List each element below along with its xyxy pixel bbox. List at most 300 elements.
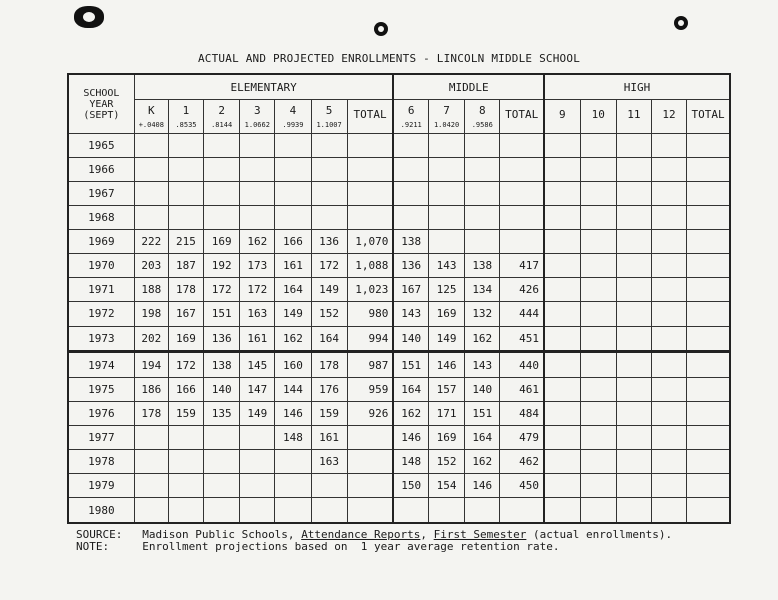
value-cell: 164 bbox=[393, 378, 428, 402]
value-cell: 138 bbox=[204, 352, 240, 378]
value-cell bbox=[544, 278, 580, 302]
table-row bbox=[68, 302, 730, 326]
table-row bbox=[68, 352, 730, 378]
value-cell: 159 bbox=[168, 402, 203, 426]
source-separator: , bbox=[420, 528, 434, 541]
grade-header-cell bbox=[240, 100, 275, 134]
value-cell bbox=[616, 278, 651, 302]
value-cell bbox=[465, 134, 500, 158]
value-cell bbox=[204, 182, 240, 206]
value-cell: 146 bbox=[465, 474, 500, 498]
group-high: HIGH bbox=[544, 74, 730, 100]
value-cell: 151 bbox=[393, 352, 428, 378]
punch-hole-middle bbox=[374, 22, 388, 36]
value-cell bbox=[544, 254, 580, 278]
value-cell bbox=[580, 182, 616, 206]
grade-label: 8 bbox=[478, 104, 486, 117]
value-cell bbox=[651, 230, 686, 254]
value-cell: 172 bbox=[240, 278, 275, 302]
note-label: NOTE: bbox=[76, 540, 110, 553]
note-text: Enrollment projections based on 1 year average retention rate. bbox=[142, 540, 560, 553]
grade-label: 5 bbox=[325, 104, 333, 117]
value-cell bbox=[544, 182, 580, 206]
value-cell bbox=[465, 158, 500, 182]
grade-label: 1 bbox=[182, 104, 190, 117]
value-cell bbox=[616, 134, 651, 158]
value-cell: 143 bbox=[393, 302, 428, 326]
value-cell: 157 bbox=[429, 378, 465, 402]
value-cell bbox=[616, 302, 651, 326]
value-cell: 136 bbox=[311, 230, 347, 254]
retention-rate: +.0408 bbox=[138, 121, 164, 129]
table-row bbox=[68, 254, 730, 278]
grade-label: K bbox=[148, 104, 155, 117]
value-cell bbox=[240, 450, 275, 474]
year-cell: 1977 bbox=[68, 426, 134, 450]
value-cell bbox=[240, 182, 275, 206]
retention-rate: .8535 bbox=[175, 121, 197, 129]
value-cell bbox=[687, 134, 730, 158]
value-cell bbox=[347, 498, 393, 523]
value-cell: 161 bbox=[275, 254, 311, 278]
value-cell bbox=[134, 158, 168, 182]
value-cell: 479 bbox=[500, 426, 544, 450]
punch-hole-right bbox=[674, 16, 688, 30]
value-cell bbox=[465, 182, 500, 206]
value-cell bbox=[651, 302, 686, 326]
value-cell bbox=[429, 206, 465, 230]
value-cell bbox=[616, 378, 651, 402]
grade-label: 10 bbox=[591, 108, 605, 121]
value-cell bbox=[168, 426, 203, 450]
value-cell: 161 bbox=[311, 426, 347, 450]
value-cell: 186 bbox=[134, 378, 168, 402]
value-cell: 143 bbox=[465, 352, 500, 378]
value-cell bbox=[687, 254, 730, 278]
year-cell: 1969 bbox=[68, 230, 134, 254]
grade-label: 3 bbox=[253, 104, 261, 117]
value-cell: 994 bbox=[347, 326, 393, 352]
value-cell bbox=[544, 206, 580, 230]
source-semester: First Semester bbox=[433, 528, 527, 541]
value-cell: 926 bbox=[347, 402, 393, 426]
value-cell bbox=[275, 182, 311, 206]
value-cell bbox=[500, 206, 544, 230]
value-cell: 148 bbox=[393, 450, 428, 474]
value-cell: 172 bbox=[204, 278, 240, 302]
value-cell: 140 bbox=[204, 378, 240, 402]
value-cell: 164 bbox=[311, 326, 347, 352]
source-label: SOURCE: bbox=[76, 528, 123, 541]
value-cell bbox=[429, 230, 465, 254]
value-cell bbox=[134, 450, 168, 474]
value-cell: 215 bbox=[168, 230, 203, 254]
value-cell bbox=[204, 206, 240, 230]
value-cell bbox=[687, 378, 730, 402]
value-cell: 149 bbox=[275, 302, 311, 326]
value-cell bbox=[275, 134, 311, 158]
value-cell: 169 bbox=[429, 302, 465, 326]
value-cell bbox=[347, 450, 393, 474]
value-cell: 151 bbox=[204, 302, 240, 326]
value-cell bbox=[168, 182, 203, 206]
value-cell bbox=[465, 498, 500, 523]
value-cell: 138 bbox=[465, 254, 500, 278]
grade-label: 4 bbox=[289, 104, 297, 117]
grade-header-cell bbox=[544, 100, 580, 134]
value-cell bbox=[544, 426, 580, 450]
value-cell bbox=[616, 206, 651, 230]
value-cell bbox=[651, 158, 686, 182]
value-cell bbox=[134, 182, 168, 206]
value-cell: 959 bbox=[347, 378, 393, 402]
value-cell bbox=[687, 206, 730, 230]
value-cell bbox=[275, 474, 311, 498]
value-cell: 1,088 bbox=[347, 254, 393, 278]
value-cell: 134 bbox=[465, 278, 500, 302]
year-cell: 1979 bbox=[68, 474, 134, 498]
value-cell bbox=[580, 378, 616, 402]
value-cell: 188 bbox=[134, 278, 168, 302]
value-cell bbox=[651, 402, 686, 426]
value-cell bbox=[580, 426, 616, 450]
value-cell bbox=[687, 498, 730, 523]
table-row bbox=[68, 278, 730, 302]
value-cell: 145 bbox=[240, 352, 275, 378]
value-cell: 144 bbox=[275, 378, 311, 402]
value-cell bbox=[465, 230, 500, 254]
year-cell: 1972 bbox=[68, 302, 134, 326]
value-cell bbox=[275, 498, 311, 523]
value-cell bbox=[393, 206, 428, 230]
year-cell: 1968 bbox=[68, 206, 134, 230]
value-cell: 152 bbox=[429, 450, 465, 474]
value-cell: 162 bbox=[240, 230, 275, 254]
value-cell bbox=[500, 182, 544, 206]
value-cell bbox=[240, 158, 275, 182]
value-cell bbox=[651, 326, 686, 352]
value-cell bbox=[687, 278, 730, 302]
table-body bbox=[68, 134, 730, 524]
value-cell bbox=[544, 230, 580, 254]
value-cell bbox=[616, 254, 651, 278]
value-cell bbox=[651, 254, 686, 278]
value-cell bbox=[347, 474, 393, 498]
table-row bbox=[68, 498, 730, 523]
value-cell: 149 bbox=[311, 278, 347, 302]
value-cell: 444 bbox=[500, 302, 544, 326]
grade-header-cell bbox=[651, 100, 686, 134]
grade-header-cell bbox=[500, 100, 544, 134]
value-cell bbox=[168, 158, 203, 182]
source-document: Attendance Reports bbox=[301, 528, 421, 541]
value-cell bbox=[687, 352, 730, 378]
value-cell: 150 bbox=[393, 474, 428, 498]
value-cell: 146 bbox=[429, 352, 465, 378]
group-header-row bbox=[68, 74, 730, 100]
year-cell: 1978 bbox=[68, 450, 134, 474]
value-cell: 154 bbox=[429, 474, 465, 498]
value-cell: 987 bbox=[347, 352, 393, 378]
value-cell: 152 bbox=[311, 302, 347, 326]
value-cell bbox=[651, 182, 686, 206]
value-cell bbox=[580, 230, 616, 254]
value-cell: 159 bbox=[311, 402, 347, 426]
value-cell: 169 bbox=[168, 326, 203, 352]
value-cell: 202 bbox=[134, 326, 168, 352]
value-cell bbox=[651, 498, 686, 523]
year-cell: 1975 bbox=[68, 378, 134, 402]
value-cell: 172 bbox=[168, 352, 203, 378]
grade-header-cell bbox=[429, 100, 465, 134]
value-cell bbox=[687, 450, 730, 474]
value-cell bbox=[616, 230, 651, 254]
enrollment-table bbox=[67, 73, 731, 524]
value-cell: 417 bbox=[500, 254, 544, 278]
retention-rate: 1.0662 bbox=[244, 121, 270, 129]
year-cell: 1971 bbox=[68, 278, 134, 302]
value-cell bbox=[544, 134, 580, 158]
value-cell bbox=[687, 474, 730, 498]
grade-label: 9 bbox=[559, 108, 566, 121]
value-cell: 162 bbox=[393, 402, 428, 426]
value-cell bbox=[651, 352, 686, 378]
value-cell: 1,070 bbox=[347, 230, 393, 254]
value-cell bbox=[168, 474, 203, 498]
retention-rate: .9939 bbox=[282, 121, 304, 129]
year-cell: 1967 bbox=[68, 182, 134, 206]
year-cell: 1965 bbox=[68, 134, 134, 158]
value-cell bbox=[347, 134, 393, 158]
table-row bbox=[68, 426, 730, 450]
value-cell bbox=[429, 134, 465, 158]
value-cell bbox=[580, 254, 616, 278]
value-cell bbox=[544, 326, 580, 352]
value-cell bbox=[275, 450, 311, 474]
value-cell bbox=[687, 302, 730, 326]
grade-header-cell bbox=[393, 100, 428, 134]
value-cell bbox=[544, 352, 580, 378]
value-cell: 162 bbox=[275, 326, 311, 352]
value-cell: 163 bbox=[240, 302, 275, 326]
value-cell: 462 bbox=[500, 450, 544, 474]
value-cell: 164 bbox=[465, 426, 500, 450]
retention-rate: 1.0420 bbox=[433, 121, 460, 129]
grade-label: TOTAL bbox=[691, 108, 725, 121]
value-cell bbox=[168, 498, 203, 523]
grade-label: 11 bbox=[627, 108, 641, 121]
value-cell bbox=[347, 158, 393, 182]
value-cell bbox=[134, 474, 168, 498]
value-cell: 136 bbox=[393, 254, 428, 278]
group-middle: MIDDLE bbox=[393, 74, 544, 100]
value-cell bbox=[168, 206, 203, 230]
value-cell bbox=[651, 206, 686, 230]
table-row bbox=[68, 134, 730, 158]
value-cell: 167 bbox=[393, 278, 428, 302]
value-cell bbox=[580, 206, 616, 230]
value-cell bbox=[687, 326, 730, 352]
value-cell: 169 bbox=[429, 426, 465, 450]
grade-header-cell bbox=[616, 100, 651, 134]
table-row bbox=[68, 474, 730, 498]
value-cell bbox=[651, 474, 686, 498]
value-cell bbox=[580, 134, 616, 158]
value-cell bbox=[311, 158, 347, 182]
value-cell bbox=[275, 158, 311, 182]
value-cell bbox=[580, 278, 616, 302]
value-cell: 980 bbox=[347, 302, 393, 326]
value-cell: 163 bbox=[311, 450, 347, 474]
grade-label: 12 bbox=[662, 108, 676, 121]
value-cell: 450 bbox=[500, 474, 544, 498]
grade-header-cell bbox=[580, 100, 616, 134]
value-cell bbox=[651, 450, 686, 474]
footer bbox=[76, 529, 672, 553]
table-row bbox=[68, 158, 730, 182]
value-cell bbox=[204, 426, 240, 450]
value-cell bbox=[275, 206, 311, 230]
value-cell: 194 bbox=[134, 352, 168, 378]
value-cell: 146 bbox=[275, 402, 311, 426]
grade-label: 7 bbox=[443, 104, 450, 117]
value-cell bbox=[544, 402, 580, 426]
value-cell bbox=[687, 158, 730, 182]
value-cell bbox=[204, 474, 240, 498]
value-cell: 151 bbox=[465, 402, 500, 426]
retention-rate: .9211 bbox=[400, 121, 422, 129]
value-cell: 147 bbox=[240, 378, 275, 402]
year-cell: 1966 bbox=[68, 158, 134, 182]
value-cell: 149 bbox=[240, 402, 275, 426]
value-cell bbox=[240, 426, 275, 450]
value-cell bbox=[580, 498, 616, 523]
table-row bbox=[68, 182, 730, 206]
value-cell: 176 bbox=[311, 378, 347, 402]
value-cell bbox=[616, 182, 651, 206]
value-cell: 426 bbox=[500, 278, 544, 302]
table-row bbox=[68, 450, 730, 474]
value-cell bbox=[580, 474, 616, 498]
retention-rate: .8144 bbox=[211, 121, 233, 129]
value-cell bbox=[544, 378, 580, 402]
source-suffix: (actual enrollments). bbox=[526, 528, 673, 541]
grade-header-cell bbox=[275, 100, 311, 134]
value-cell: 178 bbox=[311, 352, 347, 378]
grade-header-cell bbox=[687, 100, 730, 134]
value-cell: 140 bbox=[393, 326, 428, 352]
value-cell: 125 bbox=[429, 278, 465, 302]
grade-label: 2 bbox=[218, 104, 225, 117]
value-cell: 143 bbox=[429, 254, 465, 278]
value-cell bbox=[134, 134, 168, 158]
value-cell bbox=[687, 182, 730, 206]
value-cell bbox=[544, 450, 580, 474]
value-cell: 161 bbox=[240, 326, 275, 352]
value-cell bbox=[580, 402, 616, 426]
value-cell bbox=[347, 426, 393, 450]
value-cell bbox=[204, 498, 240, 523]
table-row bbox=[68, 378, 730, 402]
value-cell: 178 bbox=[168, 278, 203, 302]
value-cell: 187 bbox=[168, 254, 203, 278]
value-cell: 146 bbox=[393, 426, 428, 450]
punch-hole-left bbox=[74, 6, 104, 28]
value-cell: 198 bbox=[134, 302, 168, 326]
value-cell bbox=[616, 450, 651, 474]
value-cell bbox=[616, 402, 651, 426]
value-cell bbox=[580, 158, 616, 182]
grade-label: TOTAL bbox=[505, 108, 539, 121]
value-cell bbox=[580, 302, 616, 326]
value-cell bbox=[134, 426, 168, 450]
value-cell: 171 bbox=[429, 402, 465, 426]
value-cell bbox=[204, 134, 240, 158]
value-cell bbox=[393, 182, 428, 206]
value-cell bbox=[580, 326, 616, 352]
value-cell: 140 bbox=[465, 378, 500, 402]
value-cell: 484 bbox=[500, 402, 544, 426]
value-cell bbox=[616, 426, 651, 450]
value-cell: 135 bbox=[204, 402, 240, 426]
value-cell bbox=[393, 498, 428, 523]
grade-header-cell bbox=[465, 100, 500, 134]
value-cell bbox=[240, 134, 275, 158]
value-cell: 166 bbox=[275, 230, 311, 254]
value-cell bbox=[429, 498, 465, 523]
value-cell: 167 bbox=[168, 302, 203, 326]
value-cell bbox=[616, 474, 651, 498]
value-cell bbox=[687, 402, 730, 426]
value-cell bbox=[616, 158, 651, 182]
value-cell bbox=[168, 134, 203, 158]
value-cell: 162 bbox=[465, 450, 500, 474]
value-cell bbox=[616, 498, 651, 523]
value-cell bbox=[616, 352, 651, 378]
table-row bbox=[68, 326, 730, 352]
value-cell bbox=[393, 158, 428, 182]
grade-header-cell bbox=[311, 100, 347, 134]
value-cell bbox=[393, 134, 428, 158]
value-cell: 461 bbox=[500, 378, 544, 402]
value-cell bbox=[429, 182, 465, 206]
value-cell: 222 bbox=[134, 230, 168, 254]
value-cell bbox=[347, 206, 393, 230]
value-cell: 169 bbox=[204, 230, 240, 254]
table-row bbox=[68, 206, 730, 230]
value-cell bbox=[134, 206, 168, 230]
value-cell bbox=[616, 326, 651, 352]
value-cell: 192 bbox=[204, 254, 240, 278]
value-cell bbox=[544, 474, 580, 498]
grade-label: TOTAL bbox=[353, 108, 387, 121]
value-cell: 136 bbox=[204, 326, 240, 352]
value-cell: 173 bbox=[240, 254, 275, 278]
page-title: ACTUAL AND PROJECTED ENROLLMENTS - LINCOLN MIDDLE SCHOOL bbox=[197, 52, 581, 65]
value-cell: 451 bbox=[500, 326, 544, 352]
retention-rate: 1.1007 bbox=[316, 121, 342, 129]
value-cell: 164 bbox=[275, 278, 311, 302]
value-cell bbox=[544, 158, 580, 182]
value-cell bbox=[240, 206, 275, 230]
group-elementary: ELEMENTARY bbox=[134, 74, 393, 100]
year-column-header: SCHOOL YEAR (SEPT) bbox=[68, 74, 134, 134]
value-cell bbox=[134, 498, 168, 523]
value-cell: 132 bbox=[465, 302, 500, 326]
value-cell: 172 bbox=[311, 254, 347, 278]
value-cell bbox=[500, 498, 544, 523]
value-cell bbox=[687, 230, 730, 254]
